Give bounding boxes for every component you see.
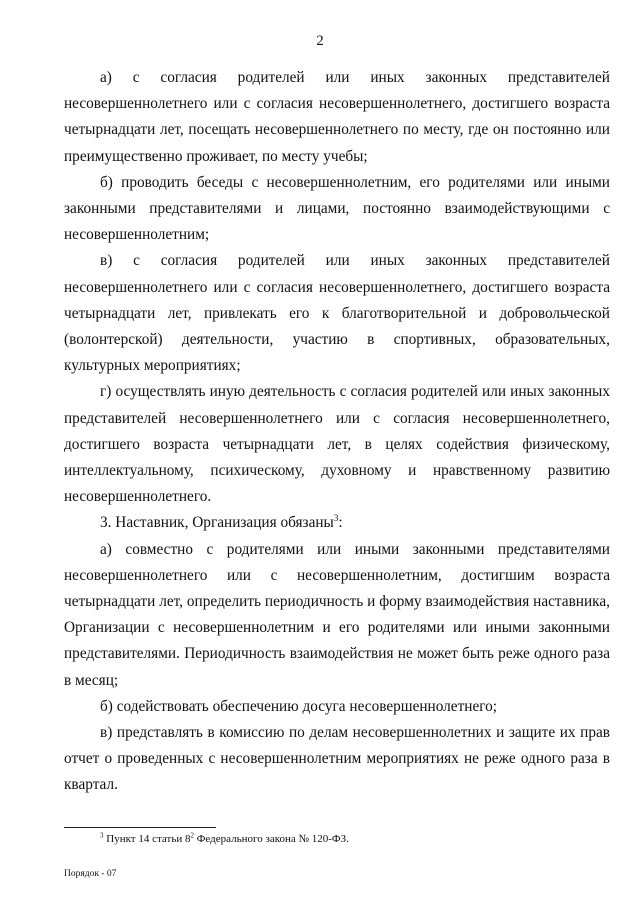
section-3-heading-tail: :: [338, 514, 343, 532]
paragraph-3b-leisure: б) содействовать обеспечению досуга несовершеннолетнего;: [100, 697, 498, 715]
footnote-separator: [64, 827, 216, 828]
paragraph-b-conversations: б) проводить беседы с несовершеннолетним, его родителями или иными законными представителями и лицами, постоянно взаимодействующими с несовершеннолетним;: [64, 173, 610, 244]
paragraph-3v-report: в) представлять в комиссию по делам несовершеннолетних и защите их прав отчет о проведенных с несовершеннолетним мероприятиях не реже одного раза в квартал.: [64, 724, 610, 794]
footnote-superscript: 2: [190, 831, 194, 840]
footnote-marker: 3: [100, 831, 104, 840]
paragraph-3a-periodicity: а) совместно с родителями или иными законными представителями несовершеннолетнего или с несовершеннолетним, достигшим возраста четырнадцати лет, определить периодичность и форму взаимодействия наставника, Организации с несовершеннолетним и его родителями или иными законными представителями. Периодичность взаимодействия не может быть реже одного раза в месяц;: [64, 540, 610, 689]
footer-label: Порядок - 07: [64, 869, 117, 879]
footnote-text-after: Федерального закона № 120-ФЗ.: [193, 833, 349, 845]
paragraph-a-visit: а) с согласия родителей или иных законных представителей несовершеннолетнего или с согласия несовершеннолетнего, достигшего возраста четырнадцати лет, посещать несовершеннолетнего по месту, где он постоянно или преимущественно проживает, по месту учебы;: [64, 69, 610, 165]
footnote: [100, 832, 349, 846]
section-3-heading: [64, 510, 610, 536]
paragraph-v-involve: в) с согласия родителей или иных законных представителей несовершеннолетнего или с согласия несовершеннолетнего, достигшего возраста четырнадцати лет, привлекать его к благотворительной и добровольческой (волонтерской) деятельности, участию в спортивных, образовательных, культурных мероприятиях;: [64, 252, 610, 375]
page-number: 2: [316, 33, 324, 49]
footnote-reference[interactable]: 3: [333, 513, 339, 524]
paragraph-g-other-activity: г) осуществлять иную деятельность с согласия родителей или иных законных представителей несовершеннолетнего или с согласия несовершеннолетнего, достигшего возраста четырнадцати лет, в целях содействия физическому, интеллектуальному, психическому, духовному и нравственному развитию несовершеннолетнего.: [64, 383, 610, 506]
section-3-heading-text: 3. Наставник, Организация обязаны: [100, 514, 334, 532]
footnote-text-before: Пункт 14 статьи 8: [106, 833, 191, 845]
document-body: [64, 65, 610, 799]
